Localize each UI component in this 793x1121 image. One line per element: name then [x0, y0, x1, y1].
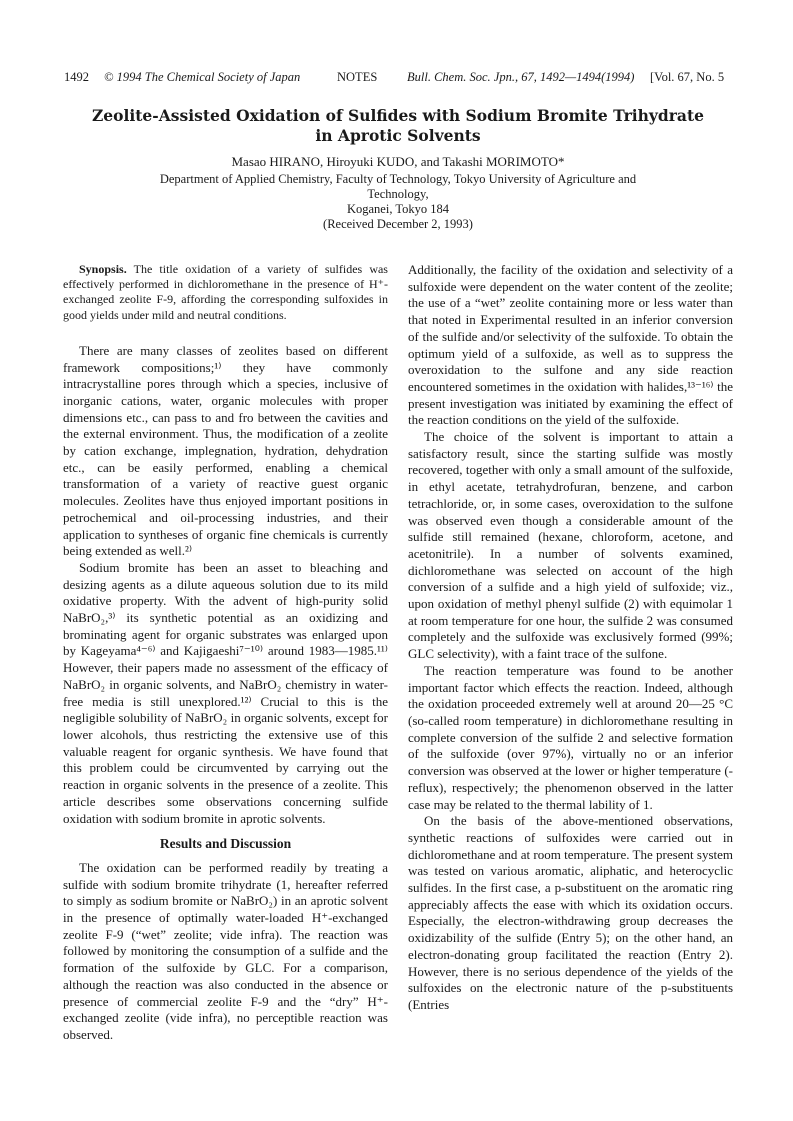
body-paragraph: The reaction temperature was found to be another important factor which effects the reaction. Indeed, although the oxidation proceeded extremely well at around 20—25 °C (so-called room temperature) in dichloromethane resulting in complete conversion of the sulfide 2 and selective formation of the sulfoxide (over 97%), virtually no or an inferior conversion was observed at the lower or higher temperature (-reflux), respectively; the phenomenon observed in the latter case may be related to the thermal lability of 1. [408, 662, 733, 812]
copyright-notice: © 1994 The Chemical Society of Japan [104, 70, 301, 84]
left-column [63, 262, 388, 1044]
right-column [408, 262, 733, 1014]
author-list: Masao HIRANO, Hiroyuki KUDO, and Takashi MORIMOTO* [231, 154, 565, 169]
body-paragraph: Additionally, the facility of the oxidation and selectivity of a sulfoxide were dependent on the water content of the zeolite; the use of a “wet” zeolite containing more or less water than that noted in Experimental resulted in an inferior conversion of the sulfide and/or selectivity of the sulfoxide. To obtain the optimum yield of a sulfoxide, as well as to suppress the overoxidation to the sulfone and any side reaction encountered sometimes in the oxidation with halides,¹³⁻¹⁶⁾ the present investigation was initiated by examining the effect of the reaction conditions on the yield of the sulfoxide. [408, 262, 733, 428]
body-paragraph: There are many classes of zeolites based on different framework compositions;¹⁾ they have commonly intracrystalline pores through which a species, inclusive of inorganic cations, water, organic molecules with proper dimensions etc., can pass to and fro between the cavities and the external environment. Thus, the modification of a zeolite by cation exchange, implegnation, hydration, dehydration etc., can be easily performed, enabling a chemical transformation of a variety of reactive guest organic molecules. Zeolites have thus enjoyed important positions in petrochemical and oil-processing industries, and their application to syntheses of organic fine chemicals is currently being extended as well.²⁾ [63, 342, 388, 559]
synopsis-label: Synopsis. [79, 262, 127, 276]
received-date: (Received December 2, 1993) [323, 217, 473, 231]
article-title [60, 106, 736, 146]
affiliation [150, 172, 646, 232]
journal-citation: Bull. Chem. Soc. Jpn., 67, 1492—1494(1994) [407, 70, 635, 84]
section-label: NOTES [337, 70, 378, 84]
volume-label: [Vol. 67, No. 5 [650, 70, 725, 84]
title-line-2: in Aprotic Solvents [315, 126, 481, 145]
body-paragraph: On the basis of the above-mentioned observations, synthetic reactions of sulfoxides were carried out in dichloromethane and at room temperature. The present system was tested on various aromatic, aliphatic, and heterocyclic sulfides. In the first case, a p-substituent on the aromatic ring appreciably affects the ease with which its oxidation occurs. Especially, the electron-withdrawing group decreases the oxidizability of the sulfide (Entry 5); on the other hand, an electron-donating group facilitated the reaction (Entry 2). However, there is no serious dependence of the yields of the sulfoxides on the electronic nature of the p-substituents (Entries [408, 813, 733, 1012]
title-line-1: Zeolite-Assisted Oxidation of Sulfides with Sodium Bromite Trihydrate [91, 106, 704, 125]
synopsis-text: The title oxidation of a variety of sulfides was effectively performed in dichloromethane in the presence of H⁺-exchanged zeolite F-9, affording the corresponding sulfoxides in good yields under mild and neutral conditions. [63, 262, 388, 322]
body-paragraph: Sodium bromite has been an asset to bleaching and desizing agents as a dilute aqueous solution due to its mild oxidative property. With the advent of high-purity solid NaBrO₂,³⁾ its synthetic potential as an oxidizing and brominating agent for organic substrates was enlarged upon by Kageyama⁴⁻⁶⁾ and Kajigaeshi⁷⁻¹⁰⁾ around 1983—1985.¹¹⁾ However, their papers made no assessment of the efficacy of NaBrO₂ in organic solvents, and NaBrO₂ chemistry in water-free media is still unexplored.¹²⁾ Crucial to this is the negligible solubility of NaBrO₂ in organic solvents, except for lower alcohols, thus restricting the extensive use of this valuable reagent for organic synthesis. We have found that this problem could be circumvented by carrying out the reaction in organic solvents in the presence of a zeolite. This article describes some observations concerning sulfide oxidation with sodium bromite in aprotic solvents. [63, 559, 388, 826]
body-paragraph: The choice of the solvent is important to attain a satisfactory result, since the starting sulfide was mostly recovered, together with only a small amount of the sulfoxide, in ethyl acetate, tetrahydrofuran, benzene, and carbon tetrachloride, or, in some cases, overoxidation to the sulfone was observed even though a considerable amount of the sulfide still remained (hexane, chloroform, acetone, and acetonitrile). In a number of solvents examined, dichloromethane was selected on account of the high conversion of a sulfide and a high yield of sulfoxide; viz., upon oxidation of methyl phenyl sulfide (2) with equimolar 1 at room temperature for one hour, the sulfide 2 was consumed completely and the sulfoxide was exclusively formed (99%; GLC selectivity), with a faint trace of the sulfone. [408, 429, 733, 662]
synopsis [63, 262, 388, 323]
section-heading: Results and Discussion [159, 836, 292, 852]
affiliation-line-2: Koganei, Tokyo 184 [346, 202, 449, 216]
affiliation-line-1: Department of Applied Chemistry, Faculty of Technology, Tokyo University of Agriculture and Technology, [159, 172, 637, 201]
page-number: 1492 [64, 70, 89, 84]
body-paragraph: The oxidation can be performed readily by treating a sulfide with sodium bromite trihydrate (1, hereafter referred to simply as sodium bromite or NaBrO₂) in an aprotic solvent in the presence of optimally water-loaded H⁺-exchanged zeolite F-9 (“wet” zeolite; vide infra). The reaction was followed by monitoring the consumption of a sulfide and the formation of the sulfoxide by GLC. For a comparison, although the reaction was also conducted in the absence or presence of commercial zeolite F-9 and the “dry” H⁺-exchanged zeolite (vide infra), no perceptible reaction was observed. [63, 859, 388, 1042]
